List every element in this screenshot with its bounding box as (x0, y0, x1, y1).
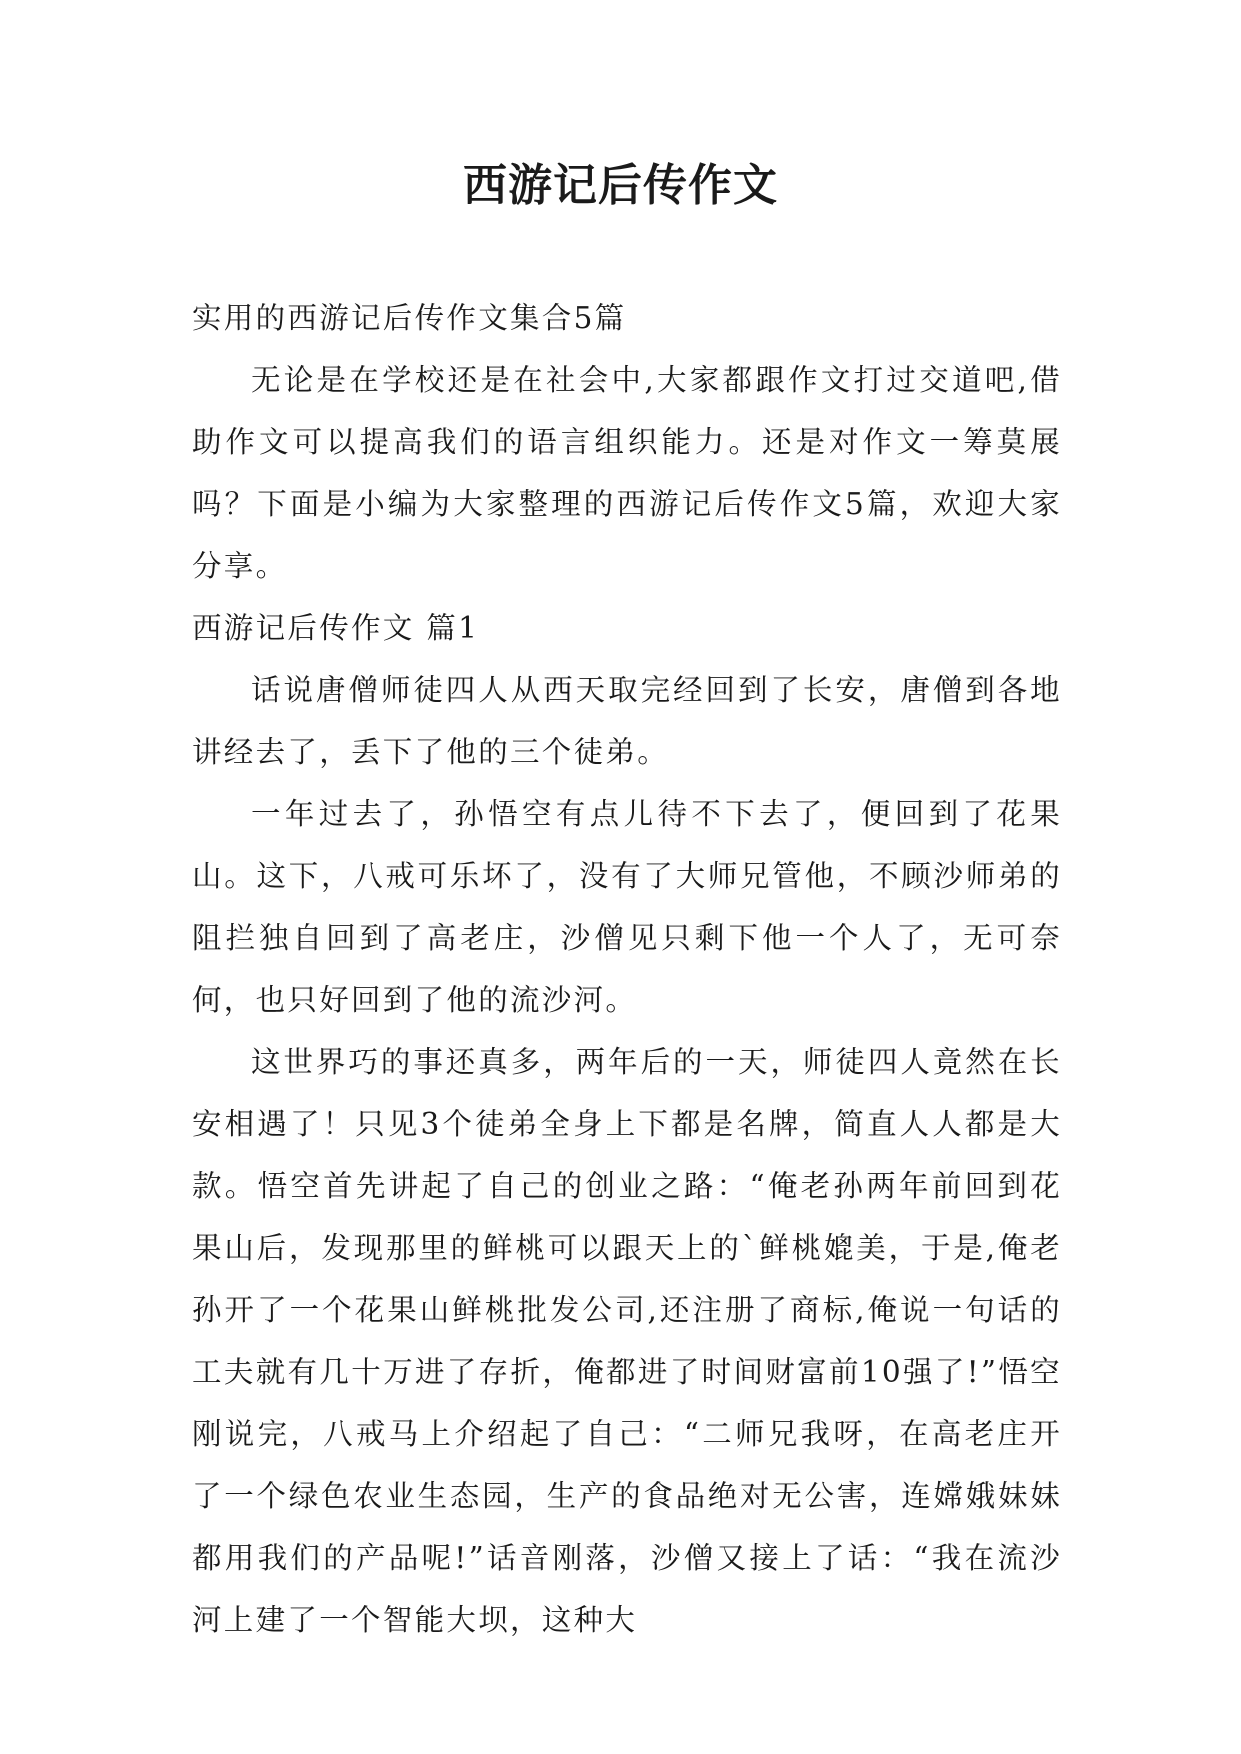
section-heading: 西游记后传作文 篇1 (192, 611, 480, 645)
intro-paragraph: 无论是在学校还是在社会中,大家都跟作文打过交道吧,借助作文可以提高我们的语言组织能力。还是对作文一筹莫展吗？下面是小编为大家整理的西游记后传作文5篇，欢迎大家分享。 (192, 363, 1062, 583)
document-body (192, 287, 1062, 1651)
body-paragraph: 这世界巧的事还真多，两年后的一天，师徒四人竟然在长安相遇了！只见3个徒弟全身上下都是名牌，简直人人都是大款。悟空首先讲起了自己的创业之路：“俺老孙两年前回到花果山后，发现那里的鲜桃可以跟天上的`鲜桃媲美，于是,俺老孙开了一个花果山鲜桃批发公司,还注册了商标,俺说一句话的工夫就有几十万进了存折，俺都进了时间财富前10强了!”悟空刚说完，八戒马上介绍起了自己：“二师兄我呀，在高老庄开了一个绿色农业生态园，生产的食品绝对无公害，连嫦娥妹妹都用我们的产品呢!”话音刚落，沙僧又接上了话：“我在流沙河上建了一个智能大坝，这种大 (192, 1045, 1062, 1637)
document-subtitle: 实用的西游记后传作文集合5篇 (192, 301, 627, 335)
page-title: 西游记后传作文 (463, 160, 778, 211)
body-paragraph: 话说唐僧师徒四人从西天取完经回到了长安，唐僧到各地讲经去了，丢下了他的三个徒弟。 (192, 673, 1062, 769)
body-paragraph: 一年过去了，孙悟空有点儿待不下去了，便回到了花果山。这下，八戒可乐坏了，没有了大师兄管他，不顾沙师弟的阻拦独自回到了高老庄，沙僧见只剩下他一个人了，无可奈何，也只好回到了他的流沙河。 (192, 797, 1062, 1017)
